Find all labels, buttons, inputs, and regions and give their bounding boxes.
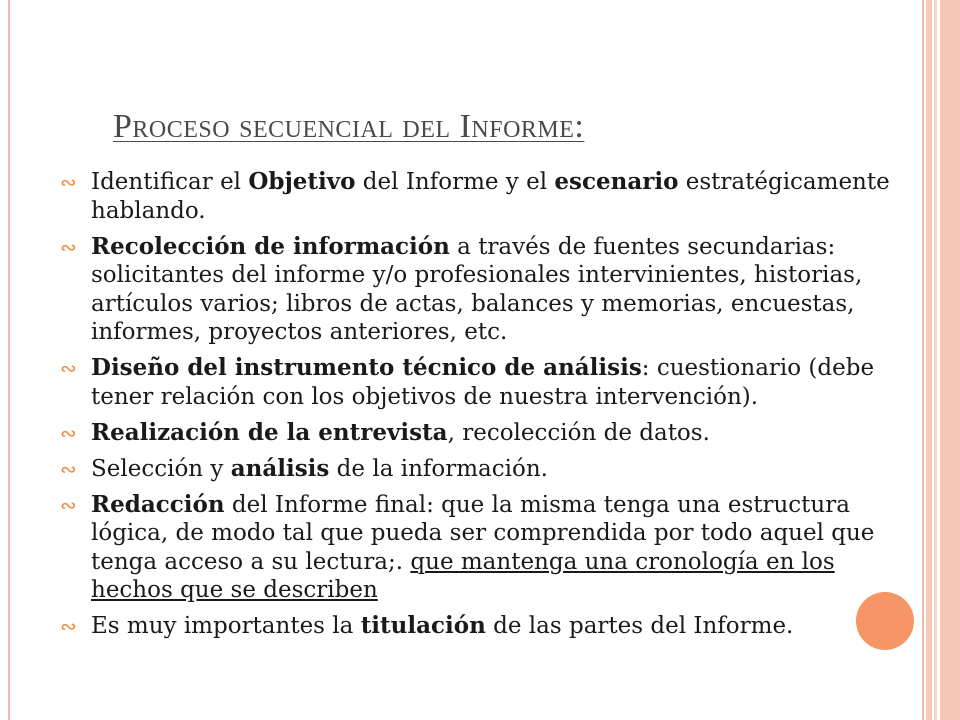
bullet-item: ∾ Es muy importantes la titulación de las partes del Informe. — [60, 612, 794, 639]
bullet-marker-icon: ∾ — [60, 614, 77, 638]
bullet-marker-icon: ∾ — [60, 456, 77, 481]
decor-circle — [856, 592, 914, 650]
bullet-item: ∾ Identificar el Objetivo del Informe y el escenario estratégicamente hablando. — [60, 168, 890, 224]
bullet-marker-icon: ∾ — [60, 356, 77, 380]
bullet-marker-icon: ∾ — [60, 170, 77, 194]
bullet-item: ∾ Redacción del Informe final: que la misma tenga una estructura lógica, de modo tal que pueda ser comprendida por todo aquel que tenga acceso a su lectura;. que mantenga una cronología en los hechos que se describen — [60, 490, 875, 603]
bullet-list — [58, 168, 920, 648]
decor-stripe — [926, 0, 932, 720]
bullet-item: ∾ Selección y análisis de la información. — [60, 454, 548, 482]
bullet-marker-icon: ∾ — [60, 492, 77, 517]
bullet-item: ∾ Diseño del instrumento técnico de análisis: cuestionario (debe tener relación con los objetivos de nuestra intervención). — [60, 354, 875, 410]
slide-title: Proceso secuencial del Informe: — [113, 108, 585, 145]
bullet-marker-icon: ∾ — [60, 420, 77, 445]
bullet-item: ∾ Realización de la entrevista, recolección de datos. — [60, 418, 710, 446]
decor-stripe — [940, 0, 960, 720]
decor-stripe — [934, 0, 937, 720]
bullet-marker-icon: ∾ — [60, 234, 77, 259]
bullet-item: ∾ Recolección de información a través de fuentes secundarias: solicitantes del informe y/o profesionales intervinientes, historias, artículos varios; libros de actas, balances y memorias, encuestas, informes, proyectos anteriores, etc. — [60, 232, 863, 345]
